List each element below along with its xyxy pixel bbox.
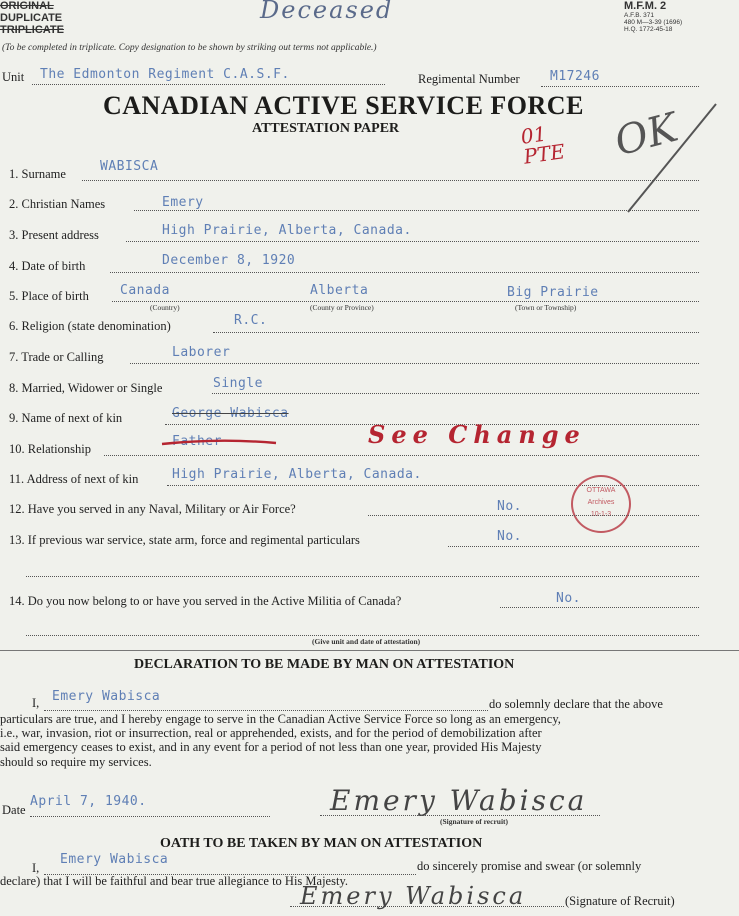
married-value: Single bbox=[213, 376, 263, 391]
oath-pronoun: I, bbox=[32, 861, 40, 875]
date-of-birth-value: December 8, 1920 bbox=[162, 253, 296, 268]
country-caption: (Country) bbox=[150, 303, 180, 312]
previous-service-dots-2 bbox=[26, 576, 699, 577]
rank-annotation: 01 PTE bbox=[519, 121, 567, 169]
declaration-line2: particulars are true, and I hereby engage to serve in the Canadian Active Service Force so long as an emergency, bbox=[0, 712, 561, 726]
section-divider bbox=[0, 650, 739, 651]
religion-label: 6. Religion (state denomination) bbox=[9, 319, 171, 333]
surname-dots bbox=[82, 180, 699, 181]
page-subtitle: ATTESTATION PAPER bbox=[252, 121, 400, 136]
town-caption: (Town or Township) bbox=[515, 303, 577, 312]
oath-line1-tail: do sincerely promise and swear (or solemnly bbox=[417, 859, 642, 873]
regimental-number-value: M17246 bbox=[550, 69, 600, 84]
declaration-line5: should so require my services. bbox=[0, 755, 152, 769]
present-address-value: High Prairie, Alberta, Canada. bbox=[162, 223, 412, 238]
trade-dots bbox=[130, 363, 699, 364]
militia-dots bbox=[500, 607, 699, 608]
oath-heading: OATH TO BE TAKEN BY MAN ON ATTESTATION bbox=[160, 836, 483, 851]
militia-dots-2 bbox=[26, 635, 699, 636]
surname-value: WABISCA bbox=[100, 159, 159, 174]
declaration-name-dots bbox=[44, 710, 488, 711]
declaration-signature: Emery Wabisca bbox=[330, 784, 588, 817]
married-dots bbox=[212, 393, 699, 394]
declaration-line4: said emergency ceases to exist, and in any event for a period of not less than one year, provided His Majesty bbox=[0, 740, 542, 754]
present-address-dots bbox=[126, 241, 699, 242]
militia-value: No. bbox=[556, 591, 581, 606]
instruction: (To be completed in triplicate. Copy designation to be shown by striking out terms not applicable.) bbox=[2, 43, 377, 53]
trade-value: Laborer bbox=[172, 345, 231, 360]
declaration-signature-caption: (Signature of recruit) bbox=[440, 817, 509, 826]
christian-names-dots bbox=[134, 210, 699, 211]
married-label: 8. Married, Widower or Single bbox=[9, 381, 163, 395]
trade-label: 7. Trade or Calling bbox=[9, 350, 104, 364]
militia-label: 14. Do you now belong to or have you served in the Active Militia of Canada? bbox=[9, 594, 402, 608]
form-code-line: 480 M—3-39 (1696) bbox=[624, 19, 683, 26]
deceased-handwriting: Deceased bbox=[260, 0, 394, 24]
form-code-line: A.F.B. 371 bbox=[624, 12, 654, 19]
page-title: CANADIAN ACTIVE SERVICE FORCE bbox=[103, 91, 584, 120]
served-forces-value: No. bbox=[497, 499, 522, 514]
form-code-title: M.F.M. 2 bbox=[624, 0, 667, 12]
place-of-birth-province: Alberta bbox=[310, 283, 369, 298]
next-of-kin-value: George Wabisca bbox=[172, 406, 289, 421]
oath-line2: declare) that I will be faithful and bear true allegiance to His Majesty. bbox=[0, 874, 349, 888]
copy-designation bbox=[0, 0, 64, 36]
served-forces-dots bbox=[368, 515, 699, 516]
corner-initials: OK bbox=[610, 104, 683, 166]
copy-triplicate: TRIPLICATE bbox=[0, 24, 64, 36]
unit-label: Unit bbox=[2, 70, 25, 84]
see-change-annotation: See Change bbox=[368, 420, 586, 449]
date-of-birth-dots bbox=[110, 272, 699, 273]
archives-stamp bbox=[571, 475, 631, 533]
regimental-number-dots bbox=[541, 86, 699, 87]
previous-service-dots bbox=[448, 546, 699, 547]
date-of-birth-label: 4. Date of birth bbox=[9, 259, 86, 273]
date-value: April 7, 1940. bbox=[30, 794, 147, 809]
declaration-line1-tail: do solemnly declare that the above bbox=[489, 697, 663, 711]
relationship-strikeout bbox=[160, 436, 280, 452]
declaration-pronoun: I, bbox=[32, 696, 40, 710]
christian-names-label: 2. Christian Names bbox=[9, 197, 106, 211]
copy-original: ORIGINAL bbox=[0, 0, 54, 12]
served-forces-label: 12. Have you served in any Naval, Military or Air Force? bbox=[9, 502, 296, 516]
relationship-dots bbox=[104, 455, 699, 456]
address-next-of-kin-label: 11. Address of next of kin bbox=[9, 472, 139, 486]
date-label: Date bbox=[2, 803, 26, 817]
diagonal-pen-stroke bbox=[620, 100, 720, 220]
province-caption: (County or Province) bbox=[310, 303, 374, 312]
address-next-of-kin-value: High Prairie, Alberta, Canada. bbox=[172, 467, 422, 482]
form-code bbox=[624, 0, 682, 33]
next-of-kin-label: 9. Name of next of kin bbox=[9, 411, 123, 425]
declaration-line3: i.e., war, invasion, riot or insurrection, real or apprehended, exists, and for the period of demobilization after bbox=[0, 726, 542, 740]
previous-service-label: 13. If previous war service, state arm, force and regimental particulars bbox=[9, 533, 360, 547]
religion-value: R.C. bbox=[234, 313, 268, 328]
place-of-birth-label: 5. Place of birth bbox=[9, 289, 89, 303]
relationship-label: 10. Relationship bbox=[9, 442, 91, 456]
form-code-line: H.Q. 1772-45-18 bbox=[624, 26, 673, 33]
stamp-line: OTTAWA bbox=[586, 487, 616, 494]
christian-names-value: Emery bbox=[162, 195, 204, 210]
oath-signature: Emery Wabisca bbox=[300, 882, 527, 910]
previous-service-value: No. bbox=[497, 529, 522, 544]
oath-signature-caption: (Signature of Recruit) bbox=[565, 894, 675, 908]
relationship-value: Father bbox=[172, 434, 222, 449]
oath-name: Emery Wabisca bbox=[60, 852, 169, 867]
declaration-signature-dots bbox=[320, 815, 600, 816]
regimental-number-label: Regimental Number bbox=[418, 72, 520, 86]
surname-label: 1. Surname bbox=[9, 167, 66, 181]
present-address-label: 3. Present address bbox=[9, 228, 99, 242]
declaration-name: Emery Wabisca bbox=[52, 689, 161, 704]
religion-dots bbox=[213, 332, 699, 333]
stamp-line: Archives bbox=[587, 499, 615, 506]
unit-dots bbox=[32, 84, 385, 85]
unit-value: The Edmonton Regiment C.A.S.F. bbox=[40, 67, 290, 82]
stamp-line: 10-1-3 bbox=[590, 511, 612, 518]
militia-caption: (Give unit and date of attestation) bbox=[312, 637, 421, 646]
oath-signature-dots bbox=[290, 906, 564, 907]
date-dots bbox=[30, 816, 270, 817]
place-of-birth-dots bbox=[112, 301, 699, 302]
declaration-heading: DECLARATION TO BE MADE BY MAN ON ATTESTATION bbox=[134, 657, 515, 672]
place-of-birth-town: Big Prairie bbox=[507, 285, 599, 300]
place-of-birth-country: Canada bbox=[120, 283, 170, 298]
copy-duplicate: DUPLICATE bbox=[0, 12, 63, 24]
